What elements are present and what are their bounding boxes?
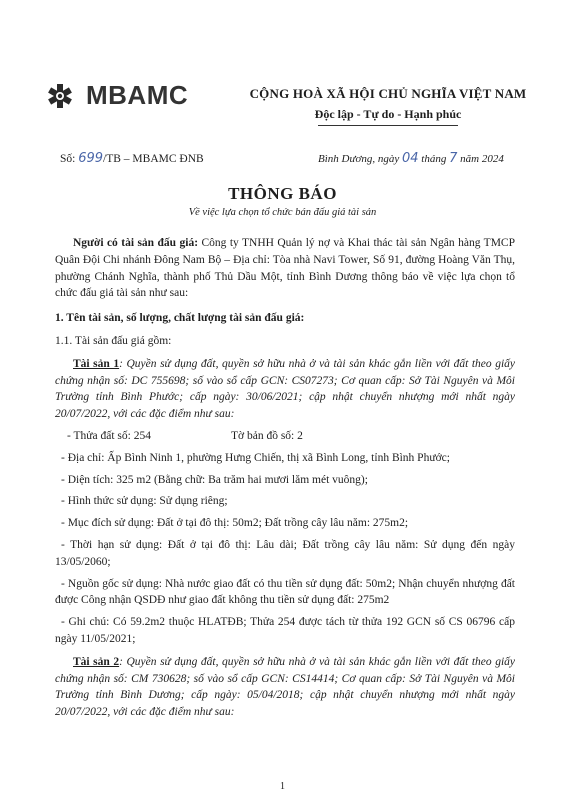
parcel-info (55, 428, 515, 445)
attribute-origin: - Nguồn gốc sử dụng: Nhà nước giao đất có thu tiền sử dụng đất: 50m2; Nhận chuyển nhượng đất được Công nhận QSDĐ như giao đất không thu tiền sử dụng đất: 275m2 (55, 577, 515, 607)
attribute-usage-form: - Hình thức sử dụng: Sử dụng riêng; (61, 495, 228, 508)
date-month-label: tháng (418, 153, 450, 165)
doc-number-prefix: Số: (60, 153, 79, 165)
date-place: Bình Dương, ngày (318, 153, 402, 165)
intro-paragraph (55, 235, 515, 302)
page-number: 1 (280, 781, 285, 792)
subsection-1-1: 1.1. Tài sản đấu giá gồm: (55, 334, 172, 347)
doc-number-handwritten: 699 (78, 151, 104, 166)
logo-text: MBAMC (86, 80, 189, 110)
asset-2-description (55, 654, 515, 721)
attribute-area: - Diện tích: 325 m2 (Bằng chữ: Ba trăm hai mươi lăm mét vuông); (61, 473, 368, 486)
attribute-address: - Địa chỉ: Ấp Bình Ninh 1, phường Hưng Chiến, thị xã Bình Long, tỉnh Bình Phước; (61, 451, 450, 464)
national-motto: Độc lập - Tự do - Hạnh phúc (314, 107, 462, 121)
document-subtitle: Về việc lựa chọn tổ chức bán đấu giá tài sản (188, 207, 377, 218)
asset-1-label: Tài sản 1 (73, 357, 120, 370)
country-name: CỘNG HOÀ XÃ HỘI CHỦ NGHĨA VIỆT NAM (249, 86, 527, 101)
attribute-usage-term: - Thời hạn sử dụng: Đất ở tại đô thị: Lâu dài; Đất trồng cây lâu năm: Sử dụng đến ngày 13/05/2060; (55, 538, 515, 568)
date-year: năm 2024 (457, 153, 504, 165)
attribute-usage-purpose: - Mục đích sử dụng: Đất ở tại đô thị: 50m2; Đất trồng cây lâu năm: 275m2; (61, 517, 409, 530)
section-1-heading: 1. Tên tài sản, số lượng, chất lượng tài sản đấu giá: (55, 312, 305, 325)
date-day-handwritten: 04 (401, 151, 419, 166)
map-sheet-number: Tờ bản đồ số: 2 (231, 429, 303, 442)
motto-underline (318, 125, 458, 126)
attribute-note: - Ghi chú: Có 59.2m2 thuộc HLATĐB; Thửa 254 được tách từ thửa 192 GCN số CS 06796 cấp ngày 11/05/2021; (55, 616, 515, 645)
document-date (318, 151, 504, 166)
asset-1-description (55, 356, 515, 423)
national-header (238, 86, 538, 126)
document-body (55, 235, 515, 721)
mb-star-icon (40, 81, 80, 111)
asset-2-label: Tài sản 2 (73, 655, 120, 668)
intro-lead: Người có tài sản đấu giá: (73, 237, 199, 249)
date-month-handwritten: 7 (449, 151, 458, 166)
document-number (60, 151, 204, 166)
asset-2-text: : Quyền sử dụng đất, quyền sở hữu nhà ở và tài sản khác gắn liền với đất theo giấy chứng nhận số: CM 730628; số vào sổ cấp GCN: CS14414; Cơ quan cấp: Sở Tài Nguyên và Môi Trường tỉnh Bình Dương; cấp ngày: 05/04/2018; cập nhật chuyển nhượng mới nhất ngày 20/07/2022, với các đặc điểm như sau: (55, 655, 515, 719)
parcel-number: - Thửa đất số: 254 (67, 429, 151, 442)
asset-1-text: : Quyền sử dụng đất, quyền sở hữu nhà ở và tài sản khác gắn liền với đất theo giấy chứng nhận số: DC 755698; số vào sổ cấp GCN: CS07273; Cơ quan cấp: Sở Tài Nguyên và Môi Trường tỉnh Bình Phước; cấp ngày: 30/06/2021; cập nhật chuyển nhượng mới nhất ngày 20/07/2022, với các đặc điểm như sau: (55, 357, 515, 421)
company-logo (40, 80, 188, 111)
doc-number-suffix: /TB – MBAMC ĐNB (103, 153, 204, 165)
document-title: THÔNG BÁO (228, 184, 337, 203)
intro-text: Công ty TNHH Quản lý nợ và Khai thác tài sản Ngân hàng TMCP Quân Đội Chi nhánh Đông Nam Bộ – Địa chỉ: Tòa nhà Navi Tower, Số 91, đường Hoàng Văn Thụ, phường Chánh Nghĩa, thành phố Thủ Dầu Một, tỉnh Bình Dương thông báo về việc lựa chọn tổ chức đấu giá tài sản như sau: (55, 237, 515, 300)
